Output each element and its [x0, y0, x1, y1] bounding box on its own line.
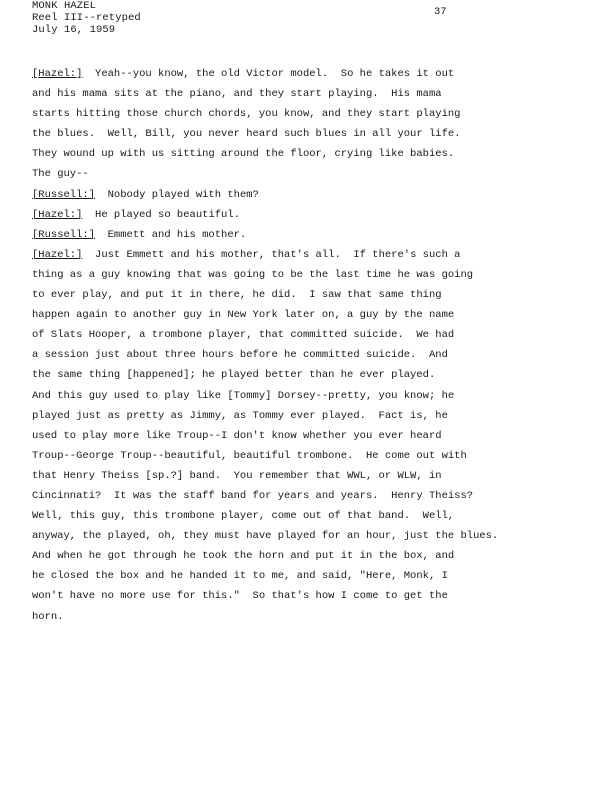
transcript-line — [32, 245, 592, 265]
line-text: They wound up with us sitting around the floor, crying like babies. — [32, 148, 455, 161]
speaker-label: [Russell:] — [32, 188, 96, 201]
header-date: July 16, 1959 — [32, 24, 116, 36]
line-text: horn. — [32, 610, 64, 623]
line-text: anyway, the played, oh, they must have played for an hour, just the blues. — [32, 530, 499, 543]
document-header — [32, 0, 141, 36]
line-text: used to play more like Troup--I don't know whether you ever heard — [32, 429, 442, 442]
speaker-label: [Hazel:] — [32, 208, 83, 221]
transcript-line — [32, 205, 592, 225]
transcript-body — [32, 64, 592, 627]
transcript-line — [32, 466, 592, 486]
transcript-line — [32, 64, 592, 84]
header-reel: Reel III--retyped — [32, 12, 141, 24]
line-text: happen again to another guy in New York later on, a guy by the name — [32, 309, 455, 322]
line-text: Just Emmett and his mother, that's all. If there's such a — [82, 248, 461, 261]
line-text: starts hitting those church chords, you know, and they start playing — [32, 108, 461, 121]
line-text: that Henry Theiss [sp.?] band. You remember that WWL, or WLW, in — [32, 469, 442, 482]
line-text: And this guy used to play like [Tommy] Dorsey--pretty, you know; he — [32, 389, 455, 402]
line-text: And when he got through he took the horn and put it in the box, and — [32, 550, 455, 563]
line-text: Cincinnati? It was the staff band for years and years. Henry Theiss? — [32, 489, 474, 502]
transcript-line — [32, 365, 592, 385]
line-text: won't have no more use for this." So that's how I come to get the — [32, 590, 448, 603]
line-text: Emmett and his mother. — [95, 228, 247, 241]
transcript-line — [32, 144, 592, 164]
transcript-line — [32, 607, 592, 627]
line-text: a session just about three hours before he committed suicide. And — [32, 349, 448, 362]
line-text: He played so beautiful. — [82, 208, 240, 221]
transcript-line — [32, 265, 592, 285]
speaker-label: [Russell:] — [32, 228, 96, 241]
line-text: The guy-- — [32, 168, 89, 181]
transcript-line — [32, 285, 592, 305]
line-text: played just as pretty as Jimmy, as Tommy ever played. Fact is, he — [32, 409, 448, 422]
transcript-line — [32, 84, 592, 104]
transcript-line — [32, 526, 592, 546]
transcript-line — [32, 225, 592, 245]
line-text: to ever play, and put it in there, he did. I saw that same thing — [32, 289, 442, 302]
transcript-line — [32, 426, 592, 446]
speaker-label: [Hazel:] — [32, 248, 83, 261]
transcript-line — [32, 406, 592, 426]
transcript-line — [32, 446, 592, 466]
transcript-line — [32, 546, 592, 566]
line-text: of Slats Hooper, a trombone player, that committed suicide. We had — [32, 329, 455, 342]
line-text: the same thing [happened]; he played better than he ever played. — [32, 369, 436, 382]
line-text: Troup--George Troup--beautiful, beautiful trombone. He come out with — [32, 449, 467, 462]
line-text: Nobody played with them? — [95, 188, 259, 201]
transcript-line — [32, 386, 592, 406]
transcript-line — [32, 124, 592, 144]
line-text: Well, this guy, this trombone player, come out of that band. Well, — [32, 510, 455, 523]
line-text: thing as a guy knowing that was going to be the last time he was going — [32, 268, 474, 281]
transcript-line — [32, 185, 592, 205]
transcript-line — [32, 345, 592, 365]
line-text: the blues. Well, Bill, you never heard such blues in all your life. — [32, 128, 461, 141]
transcript-line — [32, 164, 592, 184]
transcript-line — [32, 586, 592, 606]
transcript-line — [32, 506, 592, 526]
page-number: 37 — [434, 6, 447, 18]
transcript-line — [32, 566, 592, 586]
line-text: Yeah--you know, the old Victor model. So he takes it out — [82, 68, 455, 80]
transcript-line — [32, 486, 592, 506]
transcript-line — [32, 104, 592, 124]
speaker-label: [Hazel:] — [32, 68, 83, 80]
header-name: MONK HAZEL — [32, 0, 97, 12]
line-text: he closed the box and he handed it to me, and said, "Here, Monk, I — [32, 570, 448, 583]
line-text: and his mama sits at the piano, and they start playing. His mama — [32, 88, 442, 101]
transcript-line — [32, 325, 592, 345]
transcript-line — [32, 305, 592, 325]
